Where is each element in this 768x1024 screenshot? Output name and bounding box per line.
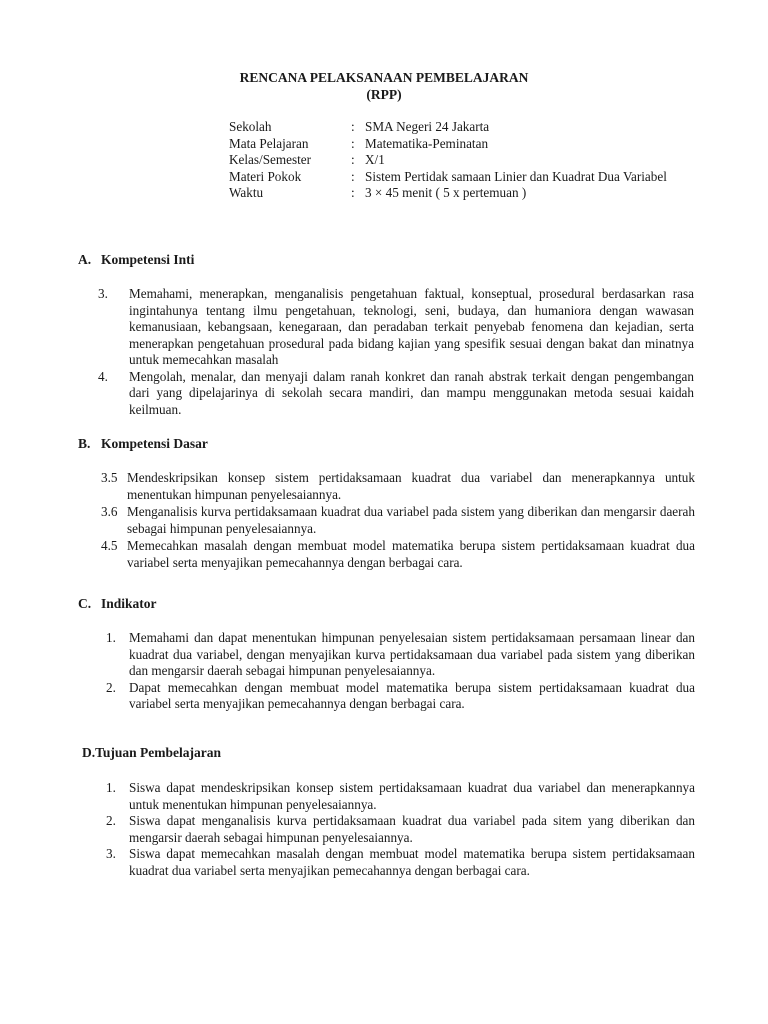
section-heading-indikator bbox=[78, 596, 157, 613]
list-item bbox=[106, 846, 695, 879]
document-title: RENCANA PELAKSANAAN PEMBELAJARAN bbox=[239, 70, 529, 85]
item-text: Memecahkan masalah dengan membuat model matematika berupa sistem pertidaksamaan kuadrat dua variabel serta menyajikan pemecahannya dengan berbagai cara. bbox=[127, 538, 695, 570]
item-text: Siswa dapat mendeskripsikan konsep sistem pertidaksamaan kuadrat dua variabel dan menerapkannya untuk menentukan himpunan penyelesaiannya. bbox=[129, 780, 695, 812]
item-text: Siswa dapat menganalisis kurva pertidaksamaan kuadrat dua variabel pada sitem yang diberikan dan mengarsir daerah sebagai himpunan penyelesaiannya. bbox=[129, 813, 695, 845]
identity-separator: : bbox=[351, 185, 355, 200]
item-text: Siswa dapat memecahkan masalah dengan membuat model matematika berupa sistem pertidaksamaan kuadrat dua variabel serta menyajikan pemecahannya dengan berbagai cara. bbox=[129, 846, 695, 878]
identity-value: Sistem Pertidak samaan Linier dan Kuadrat Dua Variabel bbox=[365, 168, 667, 184]
item-text: Mengolah, menalar, dan menyaji dalam ranah konkret dan ranah abstrak terkait dengan pengembangan dari yang dipelajarinya di sekolah secara mandiri, dan mampu menggunakan metoda sesuai kaidah keilmuan. bbox=[129, 368, 694, 417]
list-item bbox=[106, 813, 695, 846]
list-item bbox=[101, 538, 695, 571]
item-number: 1. bbox=[106, 780, 116, 795]
identity-label: Kelas/Semester bbox=[229, 152, 312, 167]
identity-label: Sekolah bbox=[229, 119, 272, 134]
section-heading-kompetensi-dasar bbox=[78, 436, 208, 453]
item-text: Memahami dan dapat menentukan himpunan penyelesaian sistem pertidaksamaan persamaan linear dan kuadrat dua variabel, dengan menyajikan kurva pertidaksamaan dua variabel pada sistem yang diberikan dan mengarsir daerah sebagai himpunan penyelesaiannya. bbox=[129, 630, 695, 678]
item-text: Dapat memecahkan dengan membuat model matematika berupa sistem pertidaksamaan kuadrat dua variabel serta menyajikan pemecahannya dengan berbagai cara. bbox=[129, 679, 695, 711]
indikator-list bbox=[106, 630, 695, 713]
kompetensi-dasar-list bbox=[101, 470, 695, 572]
item-number: 3. bbox=[106, 846, 116, 861]
item-text: Memahami, menerapkan, menganalisis pengetahuan faktual, konseptual, prosedural berdasarkan rasa ingintahunya tentang ilmu pengetahuan, teknologi, seni, budaya, dan humaniora dengan wawasan kemanusiaan, kebangsaan, kenegaraan, dan peradaban terkait penyebab fenomena dan kejadian, serta menerapkan pengetahuan prosedural pada bidang kajian yang spesifik sesuai dengan bakat dan minatnya untuk memecahkan masalah bbox=[129, 286, 694, 367]
list-item bbox=[98, 369, 694, 419]
tujuan-list bbox=[106, 780, 695, 879]
document-subtitle: (RPP) bbox=[366, 87, 402, 102]
item-number: 3.5 bbox=[101, 470, 118, 485]
identity-value: X/1 bbox=[365, 152, 385, 167]
identity-row-time bbox=[229, 185, 699, 202]
identity-separator: : bbox=[351, 119, 355, 134]
list-item bbox=[101, 504, 695, 537]
item-number: 3.6 bbox=[101, 504, 118, 519]
section-title: Tujuan Pembelajaran bbox=[95, 745, 222, 760]
section-letter: B. bbox=[78, 436, 91, 451]
item-number: 4.5 bbox=[101, 538, 118, 553]
identity-separator: : bbox=[351, 152, 355, 167]
item-number: 2. bbox=[106, 679, 116, 695]
list-item bbox=[106, 780, 695, 813]
kompetensi-inti-list bbox=[98, 286, 694, 418]
identity-row-subject bbox=[229, 136, 699, 153]
identity-value: Matematika-Peminatan bbox=[365, 135, 489, 151]
list-item bbox=[101, 470, 695, 503]
list-item bbox=[106, 680, 695, 713]
section-heading-kompetensi-inti bbox=[78, 252, 194, 269]
list-item bbox=[98, 286, 694, 369]
identity-row-school bbox=[229, 119, 699, 136]
identity-row-topic bbox=[229, 169, 699, 186]
section-heading-tujuan bbox=[82, 745, 221, 762]
section-letter: A. bbox=[78, 252, 92, 267]
section-letter: D. bbox=[82, 745, 96, 760]
section-title: Indikator bbox=[101, 596, 157, 611]
section-title: Kompetensi Dasar bbox=[101, 436, 208, 451]
identity-separator: : bbox=[351, 168, 355, 184]
item-text: Mendeskripsikan konsep sistem pertidaksamaan kuadrat dua variabel dan menerapkannya untuk menentukan himpunan penyelesaiannya. bbox=[127, 470, 695, 502]
identity-label: Materi Pokok bbox=[229, 168, 302, 184]
identity-separator: : bbox=[351, 135, 355, 151]
identity-table bbox=[229, 119, 699, 202]
identity-value: 3 × 45 menit ( 5 x pertemuan ) bbox=[365, 185, 527, 200]
item-number: 3. bbox=[98, 286, 108, 301]
identity-value: SMA Negeri 24 Jakarta bbox=[365, 119, 490, 134]
identity-label: Waktu bbox=[229, 185, 264, 200]
item-number: 1. bbox=[106, 630, 116, 645]
item-number: 2. bbox=[106, 813, 116, 828]
section-title: Kompetensi Inti bbox=[101, 252, 195, 267]
identity-row-class bbox=[229, 152, 699, 169]
list-item bbox=[106, 630, 695, 680]
item-number: 4. bbox=[98, 368, 108, 384]
section-letter: C. bbox=[78, 596, 92, 611]
identity-label: Mata Pelajaran bbox=[229, 135, 309, 151]
item-text: Menganalisis kurva pertidaksamaan kuadrat dua variabel pada sistem yang diberikan dan mengarsir daerah sebagai himpunan penyelesaiannya. bbox=[127, 504, 695, 536]
